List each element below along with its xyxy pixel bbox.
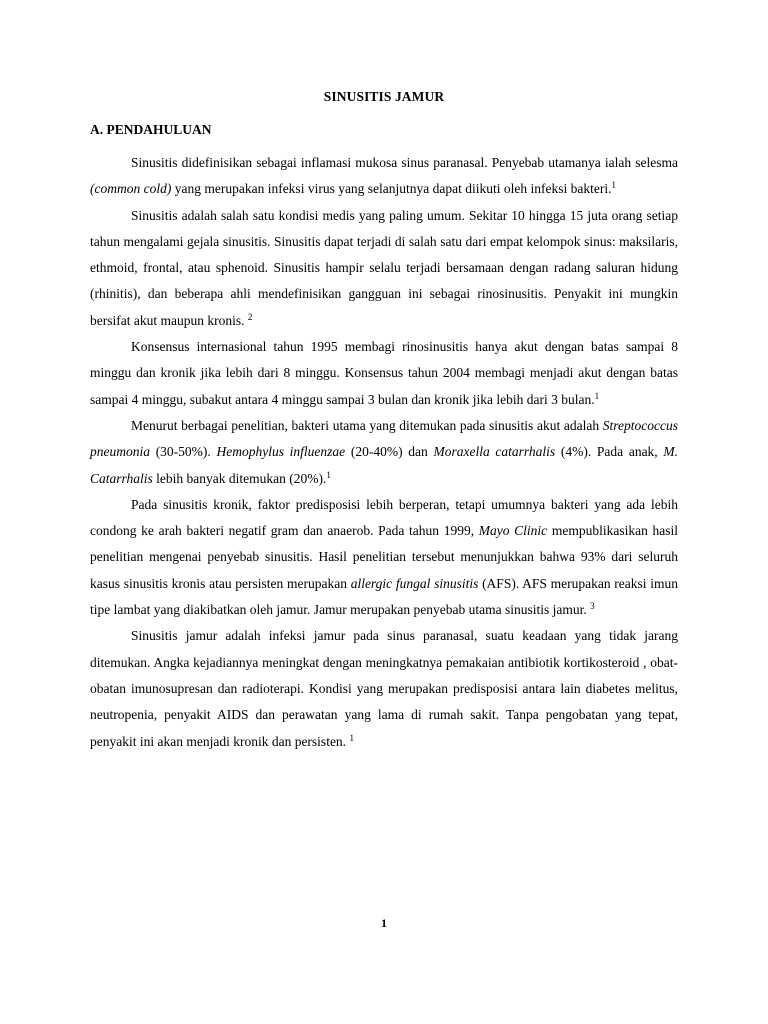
body-text bbox=[90, 150, 678, 755]
italic-term: (common cold) bbox=[90, 181, 172, 197]
footnote-reference: 1 bbox=[326, 469, 331, 480]
page-number: 1 bbox=[381, 916, 387, 930]
paragraph-text: Sinusitis jamur adalah infeksi jamur pada sinus paranasal, suatu keadaan yang tidak jarang ditemukan. Angka kejadiannya meningkat dengan meningkatnya pemakaian antibiotik kortikosteroid , obat-obatan imunosupresan dan radioterapi. Kondisi yang merupakan predisposisi antara lain diabetes melitus, neutropenia, penyakit AIDS dan perawatan yang lama di rumah sakit. Tanpa pengobatan yang tepat, penyakit ini akan menjadi kronik dan persisten. bbox=[90, 628, 678, 749]
paragraph-text: lebih banyak ditemukan (20%). bbox=[152, 470, 327, 486]
italic-term: Moraxella catarrhalis bbox=[433, 444, 556, 460]
italic-term: Streptococcus pneumonia bbox=[90, 417, 678, 460]
paragraph-text: Pada sinusitis kronik, faktor predisposisi lebih berperan, tetapi umumnya bakteri yang ada lebih condong ke arah bakteri negatif gram dan anaerob. Pada tahun 1999, bbox=[90, 496, 678, 539]
section-heading: A. PENDAHULUAN bbox=[90, 122, 212, 137]
footnote-reference: 3 bbox=[590, 601, 595, 612]
paragraph-text: Menurut berbagai penelitian, bakteri utama yang ditemukan pada sinusitis akut adalah bbox=[131, 417, 603, 433]
paragraph-text: Sinusitis adalah salah satu kondisi medis yang paling umum. Sekitar 10 hingga 15 juta orang setiap tahun mengalami gejala sinusitis. Sinusitis dapat terjadi di salah satu dari empat kelompok sinus: maksilaris, ethmoid, frontal, atau sphenoid. Sinusitis hampir selalu terjadi bersamaan dengan radang saluran hidung (rhinitis), dan beberapa ahli mendefinisikan gangguan ini sebagai rinosinusitis. Penyakit ini mungkin bersifat akut maupun kronis. bbox=[90, 207, 678, 328]
paragraph-text: yang merupakan infeksi virus yang selanjutnya dapat diikuti oleh infeksi bakteri. bbox=[171, 181, 612, 197]
paragraph bbox=[90, 623, 678, 754]
footnote-reference: 1 bbox=[611, 180, 616, 191]
document-title: SINUSITIS JAMUR bbox=[323, 89, 445, 104]
paragraph-text: Konsensus internasional tahun 1995 membagi rinosinusitis hanya akut dengan batas sampai 8 minggu dan kronik jika lebih dari 8 minggu. Konsensus tahun 2004 membagi menjadi akut dengan batas sampai 4 minggu, subakut antara 4 minggu sampai 3 bulan dan kronik jika lebih dari 3 bulan. bbox=[90, 339, 678, 407]
paragraph bbox=[90, 492, 678, 623]
paragraph-text: mempublikasikan hasil penelitian mengenai penyebab sinusitis. Hasil penelitian tersebut menunjukkan bahwa 93% dari seluruh kasus sinusitis kronis atau persisten merupakan bbox=[90, 523, 678, 591]
paragraph bbox=[90, 203, 678, 334]
italic-term: Mayo Clinic bbox=[478, 523, 548, 539]
paragraph-text: (4%). Pada anak, bbox=[555, 444, 664, 460]
paragraph-text: (AFS). AFS merupakan reaksi imun tipe lambat yang diakibatkan oleh jamur. Jamur merupakan penyebab utama sinusitis jamur. bbox=[90, 575, 678, 618]
paragraph-text: Sinusitis didefinisikan sebagai inflamasi mukosa sinus paranasal. Penyebab utamanya ialah selesma bbox=[131, 155, 678, 170]
paragraph bbox=[90, 413, 678, 492]
paragraph-text: (30-50%). bbox=[150, 444, 217, 460]
paragraph bbox=[90, 334, 678, 413]
italic-term: M. Catarrhalis bbox=[90, 444, 678, 486]
paragraph bbox=[90, 150, 678, 203]
italic-term: allergic fungal sinusitis bbox=[350, 575, 479, 591]
footnote-reference: 2 bbox=[247, 311, 253, 322]
footnote-reference: 1 bbox=[349, 732, 354, 743]
footnote-reference: 1 bbox=[594, 390, 600, 401]
italic-term: Hemophylus influenzae bbox=[216, 444, 346, 460]
paragraph-text: (20-40%) dan bbox=[345, 444, 434, 460]
